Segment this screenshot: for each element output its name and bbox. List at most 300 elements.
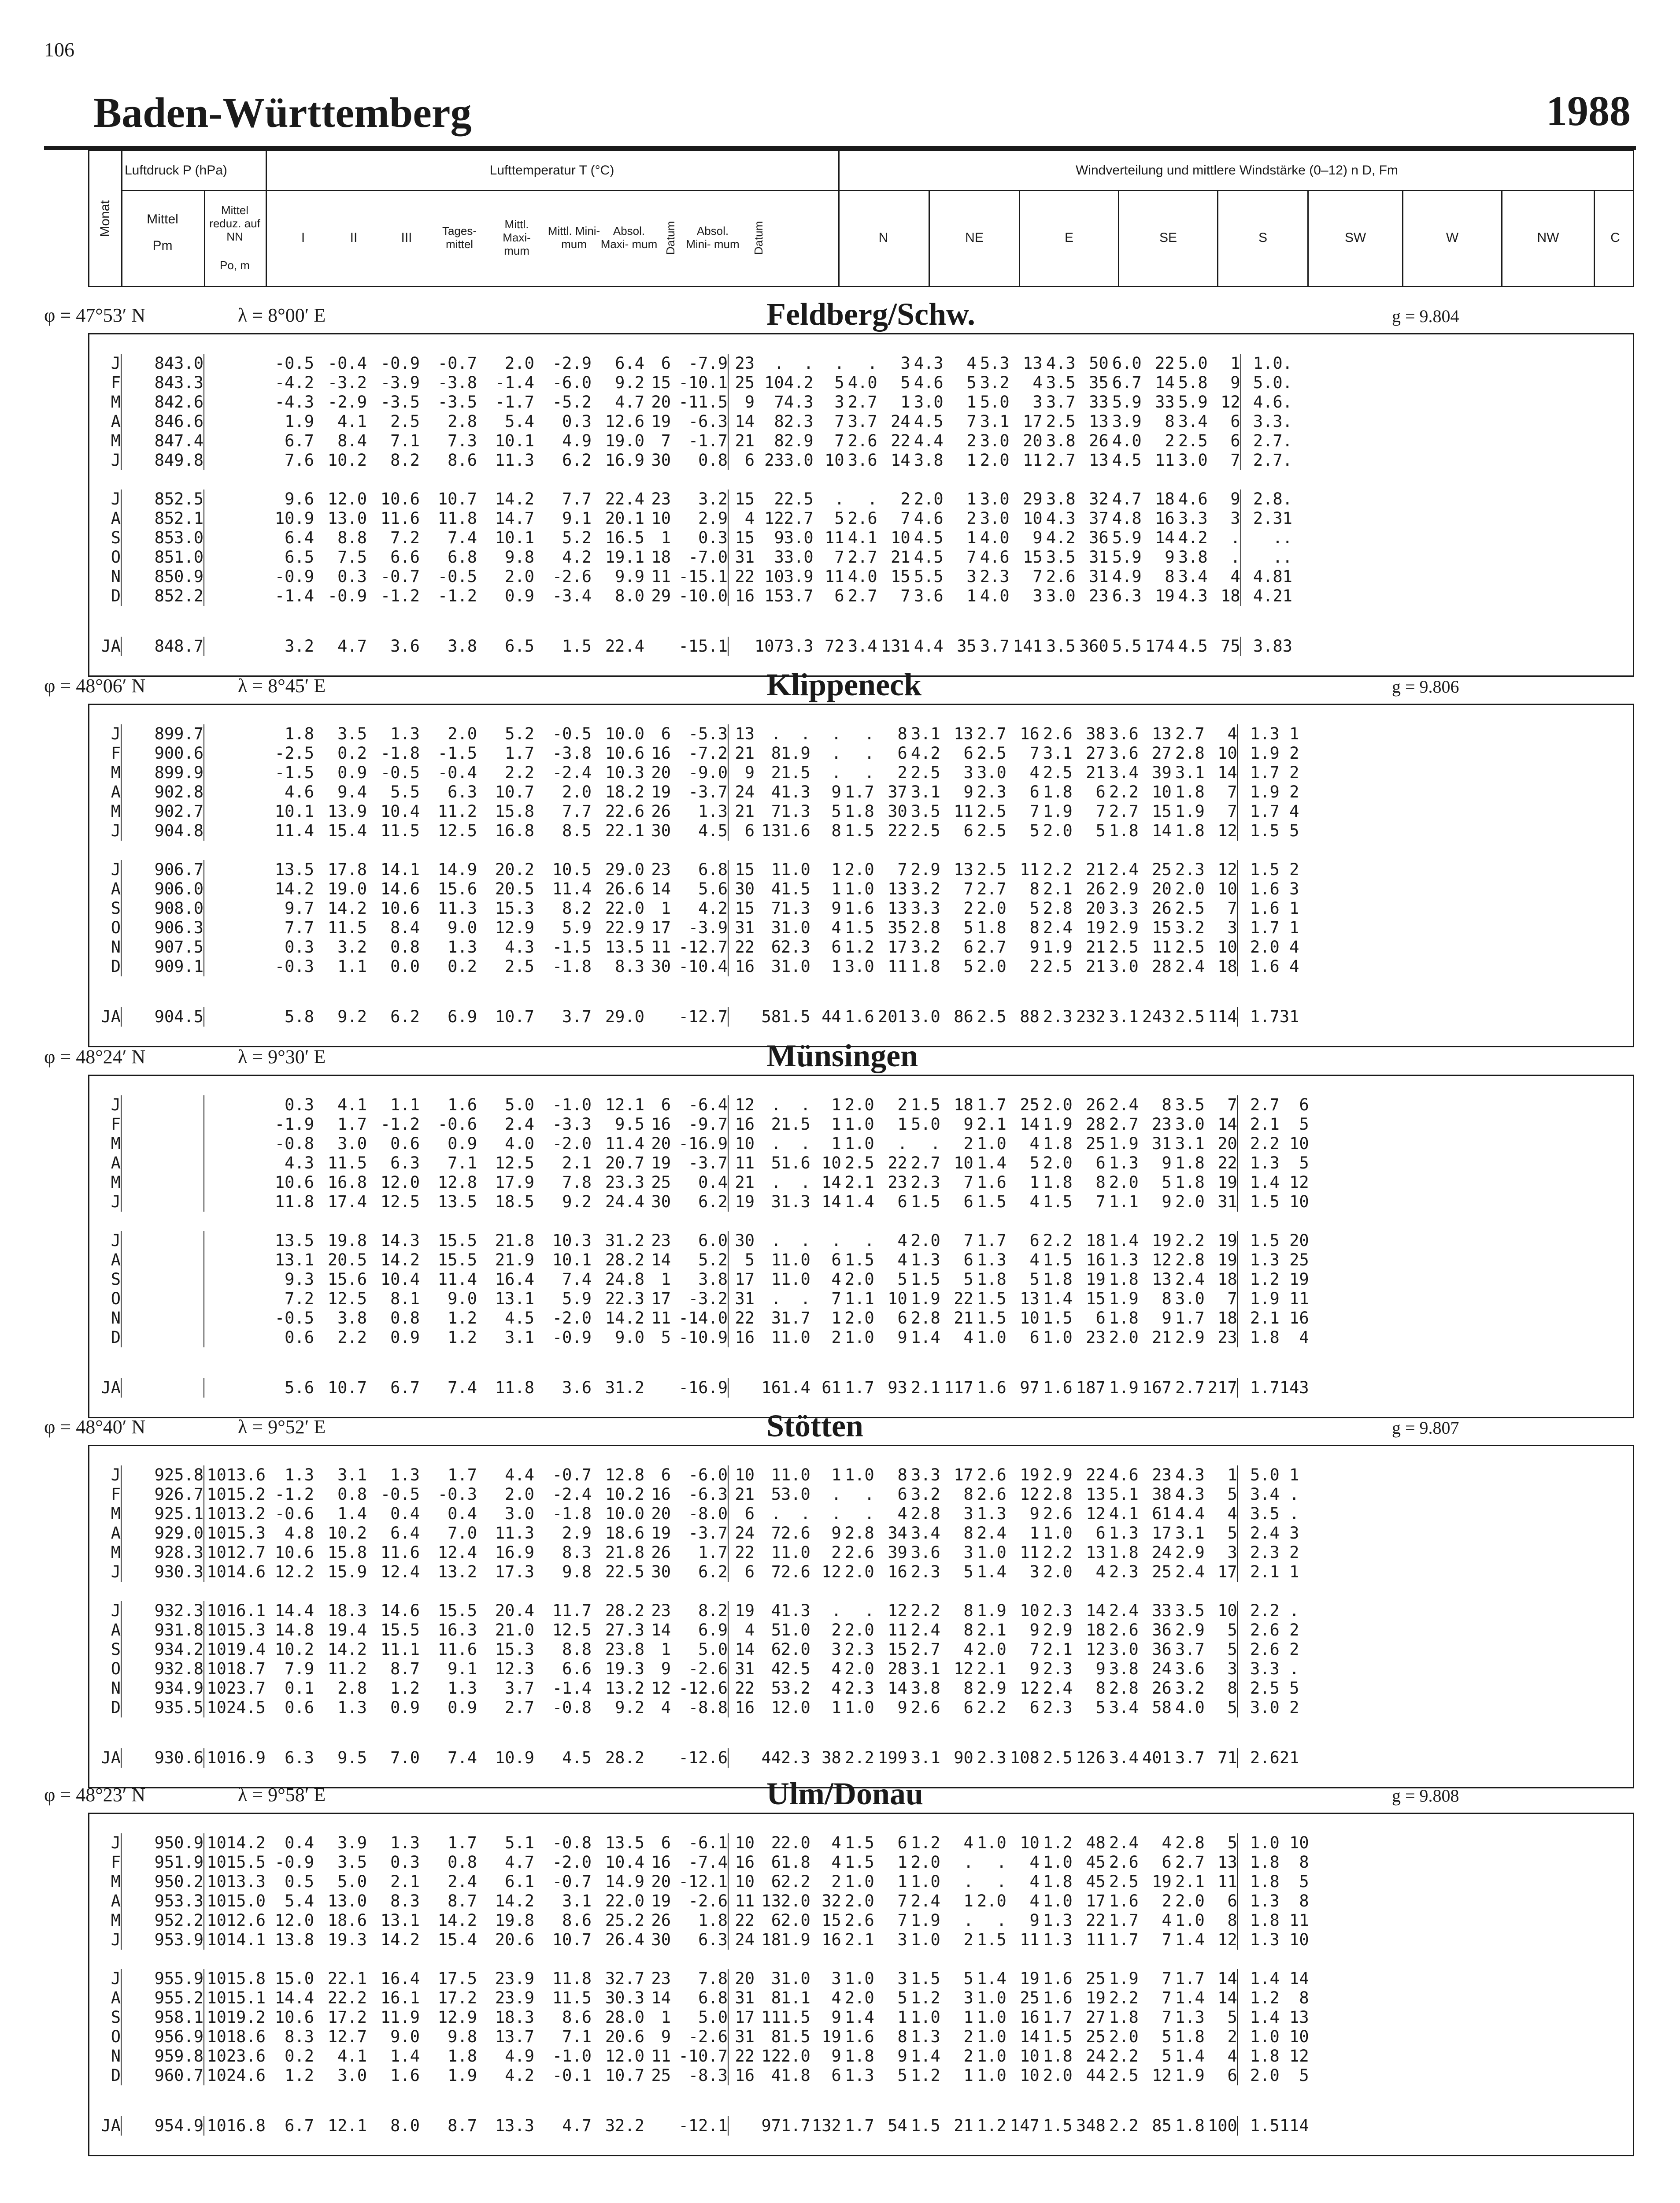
table-cell: 28.2 xyxy=(605,1250,644,1269)
table-cell: 5 xyxy=(1227,1621,1237,1639)
table-cell xyxy=(204,567,266,586)
table-cell: 11.7 xyxy=(552,1601,592,1620)
month-label: M xyxy=(111,1504,121,1523)
table-cell: 12 xyxy=(1217,1930,1237,1949)
table-cell: 11 xyxy=(1023,451,1043,470)
table-cell: 1.3 xyxy=(1109,1153,1139,1172)
table-cell: -0.9 xyxy=(274,1853,314,1872)
table-cell: 3 xyxy=(900,354,910,373)
table-cell: 18 xyxy=(1217,1270,1237,1289)
table-cell: 1024.6 xyxy=(204,2066,266,2085)
table-cell: 3.6 xyxy=(562,1378,592,1397)
table-cell: 13 xyxy=(888,879,907,898)
table-cell: 31 xyxy=(1279,1007,1299,1026)
table-cell: 0.2 xyxy=(285,2047,314,2066)
table-cell: 5 xyxy=(1289,1679,1299,1698)
table-cell: 14 xyxy=(1020,1115,1040,1134)
table-cell: 955.9 xyxy=(121,1969,204,1988)
station-longitude: λ = 9°52′ E xyxy=(238,1416,326,1438)
table-cell: 10.4 xyxy=(380,802,420,821)
table-cell: 3.3 xyxy=(1238,1659,1280,1679)
table-cell: 19 xyxy=(651,1524,671,1543)
table-cell: 17.2 xyxy=(437,1988,477,2007)
table-cell: 31 xyxy=(1089,548,1109,567)
table-cell: 10.6 xyxy=(274,1173,314,1192)
table-cell: -1.2 xyxy=(437,586,477,605)
month-label: J xyxy=(111,724,121,743)
table-cell: 23 xyxy=(1086,1328,1106,1347)
table-cell: 2.0 xyxy=(845,860,874,879)
table-cell: 1.5 xyxy=(781,1115,810,1134)
table-cell: 2.5 xyxy=(977,744,1007,763)
table-cell: 14 xyxy=(651,1988,671,2007)
table-cell: 2.8 xyxy=(911,1504,940,1523)
table-cell: 4.1 xyxy=(337,2047,367,2066)
table-cell: 22 xyxy=(954,1289,973,1308)
table-cell: . xyxy=(1230,528,1240,547)
table-cell: 10.0 xyxy=(605,724,644,743)
table-cell: 2 xyxy=(771,1833,781,1852)
month-label: J xyxy=(111,1095,121,1114)
table-cell: 3 xyxy=(774,548,784,567)
table-cell: 30 xyxy=(651,821,671,840)
table-cell: 24 xyxy=(728,1524,755,1543)
table-cell: 2.6 xyxy=(977,1465,1007,1484)
table-cell: 2.0 xyxy=(781,1911,810,1930)
table-cell: 1023.7 xyxy=(204,1679,266,1698)
station-name: Ulm/Donau xyxy=(766,1776,924,1811)
table-cell: 2.9 xyxy=(784,431,814,450)
table-cell: 2.7 xyxy=(1109,802,1139,821)
table-cell xyxy=(204,879,266,899)
table-cell xyxy=(121,1231,204,1250)
table-cell: 11.3 xyxy=(495,451,534,470)
table-cell: 932.8 xyxy=(121,1659,204,1679)
table-cell: 2.6 xyxy=(1238,1621,1280,1640)
table-cell: 2 xyxy=(1289,1621,1299,1639)
table-cell: 1 xyxy=(831,1134,841,1153)
table-cell: 20.6 xyxy=(495,1930,534,1949)
table-cell: 1.5 xyxy=(977,1930,1007,1949)
table-cell xyxy=(644,1748,671,1768)
table-cell: 20 xyxy=(651,1134,671,1153)
table-cell: 4.0 xyxy=(1112,431,1142,450)
table-cell: 1.6 xyxy=(845,1007,874,1026)
table-cell: 7 xyxy=(1227,1095,1237,1114)
table-cell: 1015.1 xyxy=(204,1988,266,2008)
table-cell: 29.0 xyxy=(605,1007,644,1026)
table-cell: 11.4 xyxy=(552,879,592,898)
table-cell: 1.7 xyxy=(845,1378,874,1397)
table-cell: 6.8 xyxy=(698,1988,728,2007)
table-cell: 3.2 xyxy=(1175,1679,1205,1698)
table-cell xyxy=(204,586,266,606)
table-cell xyxy=(204,548,266,567)
table-cell: 14.8 xyxy=(274,1621,314,1639)
table-cell: 4.6 xyxy=(285,783,314,801)
table-cell: 2 xyxy=(1289,860,1299,879)
table-cell: 13.1 xyxy=(380,1911,420,1930)
month-row xyxy=(89,724,1299,744)
table-cell: -9.0 xyxy=(688,763,728,782)
station-block xyxy=(44,667,1634,1026)
table-cell: 953.3 xyxy=(121,1891,204,1911)
table-cell: -1.8 xyxy=(552,1504,592,1523)
table-cell: 11.8 xyxy=(552,1969,592,1988)
table-cell: 5 xyxy=(771,1621,781,1639)
table-cell: 7 xyxy=(897,860,907,879)
table-cell: 1.5 xyxy=(977,1289,1007,1308)
table-cell: 9 xyxy=(1165,548,1175,567)
header-dir-w: W xyxy=(1402,190,1501,286)
table-cell: 0.3 xyxy=(698,528,728,547)
table-cell: 952.2 xyxy=(121,1911,204,1930)
table-cell: 13.1 xyxy=(274,1250,314,1269)
table-cell: 1.8 xyxy=(1043,1270,1073,1289)
table-cell: 2.2 xyxy=(781,1872,810,1891)
table-cell: 1.5 xyxy=(1238,821,1280,841)
table-cell: 5 xyxy=(1299,1115,1309,1134)
table-cell: . xyxy=(864,724,874,743)
table-cell: -1.4 xyxy=(552,1679,592,1698)
table-cell: 20 xyxy=(1086,899,1106,918)
table-cell: -0.9 xyxy=(327,586,367,605)
table-cell: . xyxy=(831,1231,841,1250)
table-cell xyxy=(204,431,266,451)
table-cell: 6 xyxy=(1029,1328,1040,1347)
table-cell: 20.6 xyxy=(605,2027,644,2046)
table-cell: 16.9 xyxy=(495,1543,534,1562)
table-cell: 1.4 xyxy=(1175,1930,1205,1949)
table-cell: 3.7 xyxy=(847,412,877,431)
table-cell: 243 xyxy=(1142,1007,1172,1026)
table-cell: 4 xyxy=(1289,802,1299,821)
table-cell: 1018.6 xyxy=(204,2027,266,2047)
table-cell: 10 xyxy=(728,1872,755,1891)
month-label: J xyxy=(111,451,121,470)
table-cell: 1 xyxy=(1289,724,1299,743)
table-cell: 3.0 xyxy=(1109,1640,1139,1659)
table-cell: 1.8 xyxy=(977,918,1007,937)
table-cell: 23 xyxy=(651,1969,671,1988)
table-cell: 2.5 xyxy=(505,957,534,976)
station-table xyxy=(89,705,1299,1046)
page-number: 106 xyxy=(44,38,74,61)
table-cell: 3.2 xyxy=(698,490,728,508)
table-cell: 1 xyxy=(831,1465,841,1484)
table-cell: 1.0 xyxy=(977,2027,1007,2046)
table-cell: 14 xyxy=(1217,1969,1237,1988)
table-cell: 38 xyxy=(1086,724,1106,743)
table-cell: 1.8 xyxy=(1175,2116,1205,2135)
table-cell: 1.7 xyxy=(781,1309,810,1328)
station-block xyxy=(44,296,1634,656)
table-cell: 2.0 xyxy=(1109,1328,1139,1347)
table-cell: 14 xyxy=(651,879,671,898)
table-cell: 9.2 xyxy=(562,1192,592,1211)
table-cell: 5 xyxy=(1029,821,1040,840)
table-cell: 24 xyxy=(891,412,910,431)
table-cell: -6.3 xyxy=(688,412,728,431)
table-cell: 1.7 xyxy=(448,1465,477,1484)
table-cell: 33 xyxy=(1089,393,1109,412)
table-cell: 17 xyxy=(728,1270,755,1289)
table-cell: 2.8 xyxy=(911,918,940,937)
table-cell: 5.1 xyxy=(1109,1485,1139,1504)
table-cell: 8 xyxy=(1095,1173,1106,1192)
table-cell: 2 xyxy=(1162,1891,1172,1910)
month-row xyxy=(89,802,1299,821)
table-cell: 17 xyxy=(728,2008,755,2027)
table-cell: 24 xyxy=(1086,2047,1106,2066)
table-cell: -2.6 xyxy=(688,1891,728,1910)
table-cell: 19 xyxy=(728,1192,755,1212)
table-cell: 906.0 xyxy=(121,879,204,899)
table-cell: . xyxy=(867,490,877,508)
table-cell: 25 xyxy=(651,2066,671,2085)
table-cell: 11 xyxy=(825,528,844,547)
table-cell: 1.6 xyxy=(1238,957,1280,976)
table-cell: 4.6 xyxy=(914,509,944,528)
table-cell: 15 xyxy=(728,860,755,879)
table-cell: 35 xyxy=(888,918,907,937)
table-cell: 7 xyxy=(1227,1289,1237,1308)
table-cell: 12 xyxy=(1020,1679,1040,1698)
table-cell: 15 xyxy=(1152,802,1172,821)
table-cell: 2.0 xyxy=(911,1853,940,1872)
table-cell: 39 xyxy=(888,1543,907,1562)
table-cell: 199 xyxy=(878,1748,907,1767)
table-cell: 10 xyxy=(1020,2047,1040,2066)
table-cell: 1.0 xyxy=(1043,1891,1073,1910)
table-cell: 9 xyxy=(963,1115,973,1134)
header-t-I: I xyxy=(301,230,305,245)
table-cell: 1.0 xyxy=(1241,354,1283,373)
table-cell: 1 xyxy=(897,1853,907,1872)
table-cell: 2.0 xyxy=(977,899,1007,918)
table-cell: 25 xyxy=(1086,2027,1106,2046)
table-cell: 1.5 xyxy=(562,637,592,656)
table-cell: 1.9 xyxy=(1109,1378,1139,1397)
table-cell: 1 xyxy=(897,1872,907,1891)
table-cell: 14.3 xyxy=(380,1231,420,1250)
table-cell: 2.0 xyxy=(845,1309,874,1328)
table-cell: 2.9 xyxy=(1109,879,1139,898)
table-cell: 17.8 xyxy=(327,860,367,879)
table-cell: 12 xyxy=(1221,393,1240,412)
table-cell: 12 xyxy=(728,1095,755,1115)
table-cell: 7 xyxy=(1029,802,1040,821)
table-cell: 16 xyxy=(888,1562,907,1581)
table-cell: 19.8 xyxy=(327,1231,367,1250)
table-cell: -3.5 xyxy=(380,393,420,412)
table-cell: 5 xyxy=(1299,1872,1309,1891)
table-cell: 37 xyxy=(888,783,907,801)
table-cell: 4 xyxy=(831,1988,841,2007)
table-cell: 1.5 xyxy=(977,1309,1007,1328)
table-cell: 1.3 xyxy=(1109,1250,1139,1269)
table-cell: 5 xyxy=(897,1988,907,2007)
table-cell: 1 xyxy=(1289,1562,1299,1581)
table-cell: 1 xyxy=(661,528,671,547)
table-cell: 12.8 xyxy=(437,1173,477,1192)
table-cell: 3 xyxy=(771,1969,781,1988)
table-cell: 2.3 xyxy=(911,1562,940,1581)
table-cell: 1 xyxy=(771,1698,781,1717)
table-cell: 10.1 xyxy=(495,431,534,450)
table-cell: 1.7 xyxy=(781,2116,810,2135)
table-cell: 852.1 xyxy=(121,509,204,528)
table-cell: 958.1 xyxy=(121,2008,204,2027)
table-cell: 0.5 xyxy=(285,1872,314,1891)
table-cell: 0.2 xyxy=(337,744,367,763)
table-cell: 9 xyxy=(831,1524,841,1543)
station-longitude: λ = 9°58′ E xyxy=(238,1784,326,1806)
table-cell: 1.7 xyxy=(698,1543,728,1562)
table-cell: -0.6 xyxy=(437,1115,477,1134)
month-row xyxy=(89,1562,1299,1582)
table-cell: 899.7 xyxy=(121,724,204,744)
table-cell: 12 xyxy=(1217,821,1237,840)
table-cell: 2.3 xyxy=(1043,1659,1073,1678)
table-cell: 19 xyxy=(651,1891,671,1910)
table-cell: 5 xyxy=(1299,2066,1309,2085)
table-cell: 117 xyxy=(944,1378,973,1397)
table-cell: -1.9 xyxy=(274,1115,314,1134)
table-cell: 16 xyxy=(728,586,755,606)
table-cell: 1.9 xyxy=(977,1601,1007,1620)
table-cell: 22 xyxy=(1086,1911,1106,1930)
table-cell: 3.8 xyxy=(914,451,944,470)
table-cell: 22 xyxy=(891,431,910,450)
table-cell: 1.8 xyxy=(1043,1134,1073,1153)
table-cell: 3.1 xyxy=(505,1328,534,1347)
table-cell: 9.7 xyxy=(285,899,314,918)
table-cell: . xyxy=(800,1231,810,1250)
table-cell: 23 xyxy=(651,860,671,879)
table-cell: 9 xyxy=(1162,1192,1172,1211)
table-cell: 2 xyxy=(900,490,910,508)
table-cell: 4.2 xyxy=(911,744,940,763)
table-cell: 1.7 xyxy=(1109,1930,1139,1949)
table-cell: 11.8 xyxy=(437,509,477,528)
table-cell: 13 xyxy=(1020,1289,1040,1308)
table-cell xyxy=(728,2116,755,2136)
table-cell: . xyxy=(1241,548,1283,567)
table-cell: 1.3 xyxy=(845,2066,874,2085)
table-cell: 1.3 xyxy=(448,938,477,957)
table-cell: 5 xyxy=(1227,2008,1237,2027)
table-cell: 25 xyxy=(1086,1134,1106,1153)
table-cell: 8.3 xyxy=(562,1543,592,1562)
table-cell: 0.9 xyxy=(448,1698,477,1717)
table-cell: 1 xyxy=(661,899,671,918)
table-cell: 18.3 xyxy=(495,2008,534,2027)
table-cell: . xyxy=(831,763,841,782)
table-cell: . xyxy=(771,724,781,743)
table-cell: 4 xyxy=(963,1833,973,1852)
table-cell: 2.3 xyxy=(1109,1562,1139,1581)
station-gravity: g = 9.806 xyxy=(1392,677,1459,697)
month-label: N xyxy=(111,1679,121,1698)
table-cell: 2.5 xyxy=(845,1153,874,1172)
table-cell: 9 xyxy=(728,763,755,783)
table-cell: 21 xyxy=(891,548,910,567)
table-cell: 3.9 xyxy=(337,1833,367,1852)
table-cell: 4.0 xyxy=(847,567,877,586)
table-cell: 10.7 xyxy=(327,1378,367,1397)
table-cell: 2.1 xyxy=(1238,1562,1280,1582)
table-cell: . xyxy=(1282,490,1292,508)
table-cell: 950.2 xyxy=(121,1872,204,1891)
table-cell: . xyxy=(1282,373,1292,392)
table-cell: 2.2 xyxy=(1043,1231,1073,1250)
table-cell: 0.9 xyxy=(448,1134,477,1153)
table-cell: 11.4 xyxy=(437,1270,477,1289)
table-cell: 11.4 xyxy=(605,1134,644,1153)
table-cell: 32 xyxy=(1089,490,1109,508)
month-label: M xyxy=(111,1173,121,1192)
table-cell: . xyxy=(1282,393,1292,412)
table-cell: 2.7 xyxy=(977,938,1007,957)
table-cell: 9.8 xyxy=(505,548,534,567)
table-cell: -3.9 xyxy=(380,373,420,392)
table-cell: 1.5 xyxy=(911,1192,940,1211)
table-cell: -2.5 xyxy=(274,744,314,763)
table-cell: 2.3 xyxy=(1238,1543,1280,1562)
table-cell: 3.6 xyxy=(390,637,420,656)
table-cell: 11.5 xyxy=(327,918,367,937)
table-cell: 25 xyxy=(1020,1988,1040,2007)
header-mittl-min: Mittl. Mini- mum xyxy=(548,224,600,251)
table-cell: 23 xyxy=(1217,1328,1237,1347)
table-cell: 31 xyxy=(728,1659,755,1679)
table-cell: 2.5 xyxy=(784,490,814,508)
table-cell: 2.5 xyxy=(977,860,1007,879)
table-cell: -3.2 xyxy=(688,1289,728,1308)
table-cell: 6 xyxy=(897,1192,907,1211)
month-label: N xyxy=(111,1309,121,1328)
table-cell: 849.8 xyxy=(121,451,204,470)
table-cell: 2.3 xyxy=(781,1748,810,1767)
table-cell xyxy=(204,1153,266,1173)
table-cell: -7.9 xyxy=(688,354,728,373)
table-cell: -12.6 xyxy=(678,1679,728,1698)
table-cell: 9.3 xyxy=(285,1270,314,1289)
table-cell: 10 xyxy=(728,1465,755,1485)
table-cell: 6.2 xyxy=(390,1007,420,1026)
table-cell: 1 xyxy=(831,957,841,976)
table-cell: 23 xyxy=(651,1231,671,1250)
table-cell: 2 xyxy=(963,2027,973,2046)
table-cell: 954.9 xyxy=(121,2116,204,2136)
table-cell: 1 xyxy=(771,1250,781,1269)
month-row xyxy=(89,1969,1309,1988)
table-cell: 2.8 xyxy=(337,1679,367,1698)
table-cell: 2.3 xyxy=(845,1679,874,1698)
table-cell: 4.8 xyxy=(285,1524,314,1543)
table-cell: 6.9 xyxy=(448,1007,477,1026)
table-cell: 5 xyxy=(963,1562,973,1581)
table-cell: 12.5 xyxy=(495,1153,534,1172)
month-row xyxy=(89,1250,1309,1270)
table-cell: 12.3 xyxy=(495,1659,534,1678)
table-cell: 26 xyxy=(651,802,671,821)
table-cell: 4 xyxy=(1227,1504,1237,1523)
table-cell: 15.5 xyxy=(437,1250,477,1269)
table-cell: -6.4 xyxy=(688,1095,728,1114)
month-label: O xyxy=(111,918,121,937)
